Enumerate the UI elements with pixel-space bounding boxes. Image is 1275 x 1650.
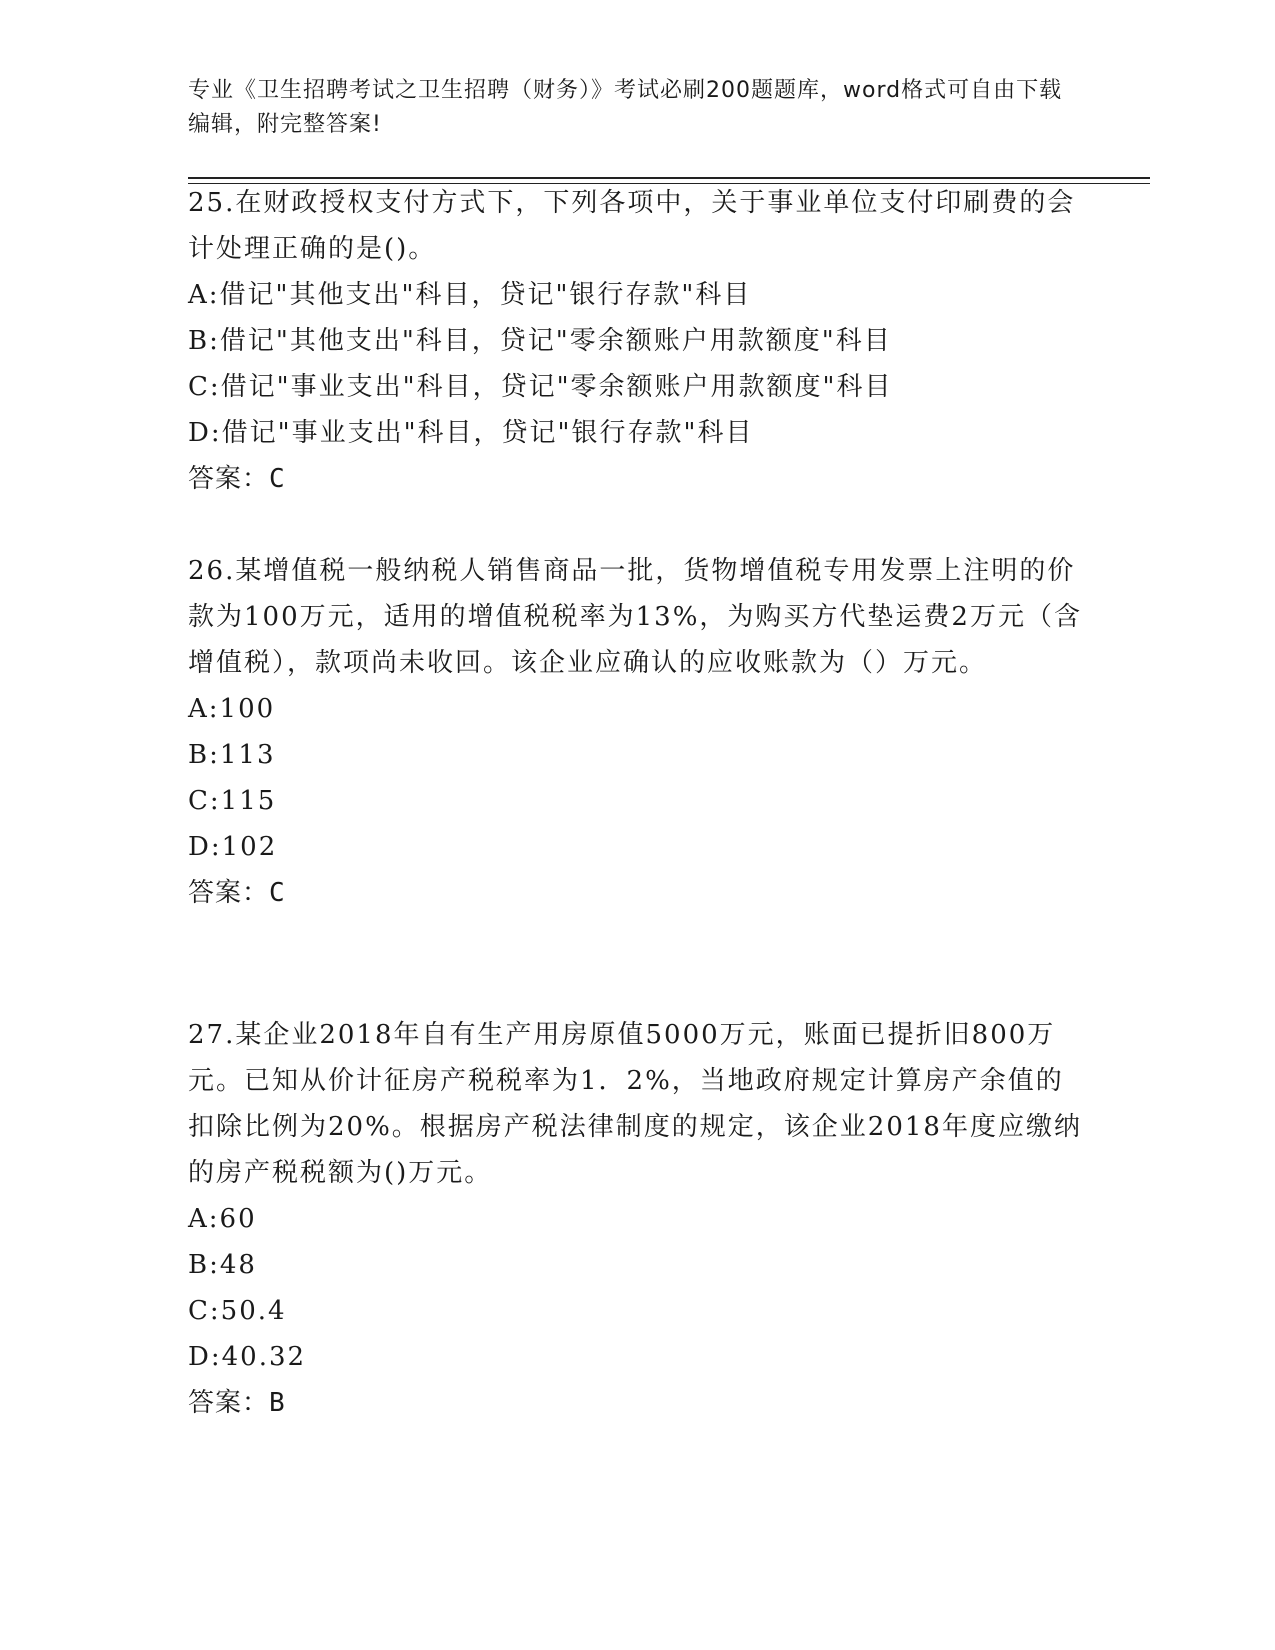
question-26 (188, 548, 1088, 916)
answer-line (188, 1380, 1088, 1426)
option-b: B:113 (188, 740, 276, 770)
question-25 (188, 180, 1088, 502)
answer-line (188, 870, 1088, 916)
answer-value: C (269, 464, 286, 494)
option-c: C:50.4 (188, 1296, 287, 1326)
document-header: 专业《卫生招聘考试之卫生招聘（财务）》考试必刷200题题库，word格式可自由下载编辑，附完整答案! (188, 78, 1063, 137)
option-a: A:60 (188, 1204, 257, 1234)
option-d: D:102 (188, 832, 278, 862)
option-b: B:借记"其他支出"科目，贷记"零余额账户用款额度"科目 (188, 326, 892, 356)
header-rule-thick (188, 177, 1150, 179)
option-c: C:115 (188, 786, 277, 816)
answer-label: 答案： (188, 878, 270, 908)
option-d: D:借记"事业支出"科目，贷记"银行存款"科目 (188, 418, 754, 448)
option-a: A:借记"其他支出"科目，贷记"银行存款"科目 (188, 280, 752, 310)
option-a: A:100 (188, 694, 276, 724)
answer-value: C (269, 878, 286, 908)
answer-line (188, 456, 1088, 502)
question-stem: 27.某企业2018年自有生产用房原值5000万元，账面已提折旧800万元。已知从价计征房产税税率为1．2%，当地政府规定计算房产余值的扣除比例为20%。根据房产税法律制度的规定，该企业2018年度应缴纳的房产税税额为()万元。 (188, 1020, 1082, 1188)
answer-label: 答案： (188, 1388, 270, 1418)
option-c: C:借记"事业支出"科目，贷记"零余额账户用款额度"科目 (188, 372, 893, 402)
option-b: B:48 (188, 1250, 257, 1280)
option-d: D:40.32 (188, 1342, 307, 1372)
question-stem: 25.在财政授权支付方式下，下列各项中，关于事业单位支付印刷费的会计处理正确的是()。 (188, 188, 1076, 264)
question-stem: 26.某增值税一般纳税人销售商品一批，货物增值税专用发票上注明的价款为100万元，适用的增值税税率为13%，为购买方代垫运费2万元（含增值税），款项尚未收回。该企业应确认的应收账款为（）万元。 (188, 556, 1082, 678)
question-27 (188, 1012, 1088, 1426)
answer-value: B (269, 1388, 286, 1418)
answer-label: 答案： (188, 464, 270, 494)
